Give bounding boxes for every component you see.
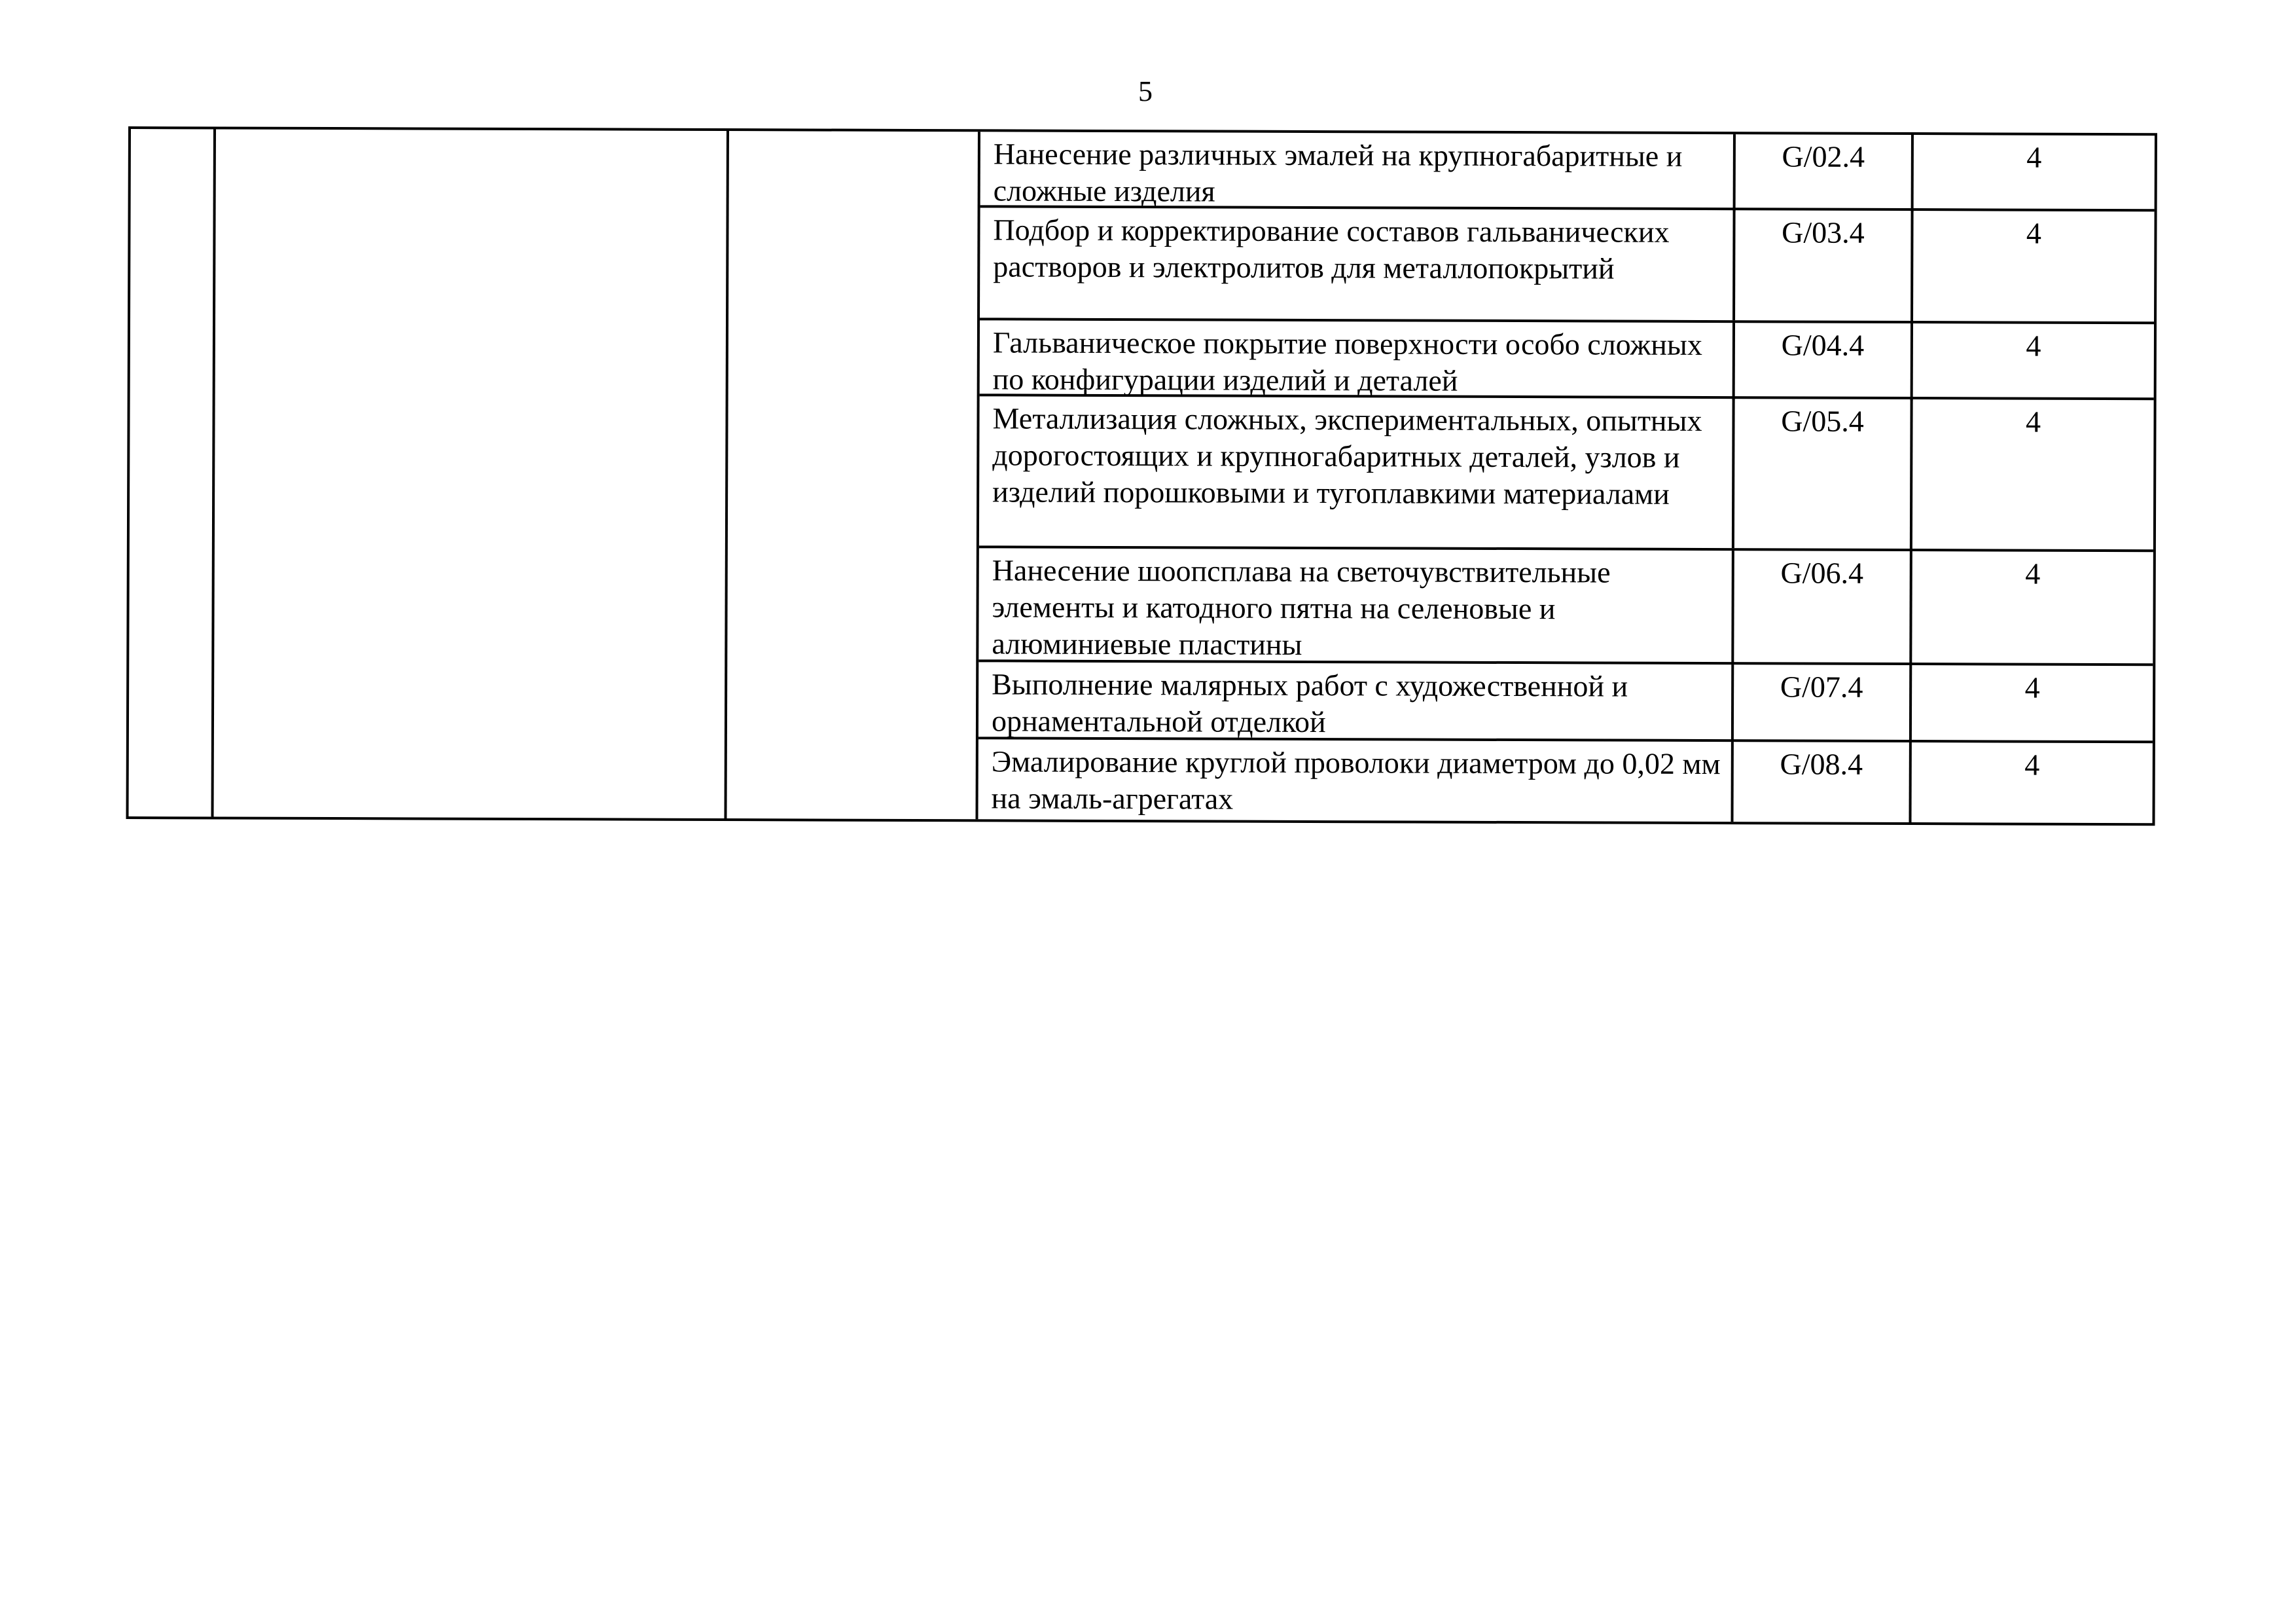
task-code-cell: G/06.4 xyxy=(1731,551,1910,665)
task-name-cell: Нанесение различных эмалей на крупногабаритные и сложные изделия xyxy=(993,137,1683,208)
page-number: 5 xyxy=(1138,75,1153,107)
task-name-cell: Гальваническое покрытие поверхности особо сложных по конфигурации изделий и деталей xyxy=(992,325,1702,397)
task-name-cell: Подбор и корректирование составов гальванических растворов и электролитов для металлопокрытий xyxy=(993,213,1670,285)
task-name-cell: Нанесение шоопсплава на светочувствительные элементы и катодного пятна на селеновые и алюминиевые пластины xyxy=(992,553,1611,661)
table-row xyxy=(978,662,2153,743)
table-row xyxy=(980,320,2154,400)
task-code-cell: G/02.4 xyxy=(1733,134,1911,212)
task-code-cell: G/07.4 xyxy=(1731,665,1909,742)
task-name-cell: Металлизация сложных, экспериментальных, опытных дорогостоящих и крупногабаритных деталей, узлов и изделий порошковыми и тугоплавкими материалами xyxy=(992,401,1702,511)
task-code-cell: G/08.4 xyxy=(1731,742,1909,822)
task-code-cell: G/03.4 xyxy=(1732,210,1911,321)
table-row xyxy=(978,548,2153,666)
column-divider-1 xyxy=(211,129,216,816)
task-name-cell: Эмалирование круглой проволоки диаметром до 0,02 мм на эмаль-агрегатах xyxy=(991,744,1721,816)
qualification-level-cell: 4 xyxy=(1909,551,2153,666)
table-row xyxy=(978,739,2152,823)
column-divider-2 xyxy=(724,131,728,818)
qualification-level-cell: 4 xyxy=(1909,742,2152,823)
qualification-level-cell: 4 xyxy=(1909,665,2153,743)
labor-functions-table xyxy=(126,126,2157,826)
task-code-cell: G/04.4 xyxy=(1732,323,1910,401)
table-row xyxy=(979,396,2154,552)
task-code-cell: G/05.4 xyxy=(1732,399,1910,549)
labor-functions-column xyxy=(975,132,2154,823)
table-row xyxy=(980,208,2155,324)
qualification-level-cell: 4 xyxy=(1910,211,2155,321)
qualification-level-cell: 4 xyxy=(1910,323,2154,401)
qualification-level-cell: 4 xyxy=(1911,135,2155,213)
qualification-level-cell: 4 xyxy=(1910,399,2154,549)
table-row xyxy=(980,132,2155,211)
task-name-cell: Выполнение малярных работ с художественной и орнаментальной отделкой xyxy=(991,667,1628,739)
